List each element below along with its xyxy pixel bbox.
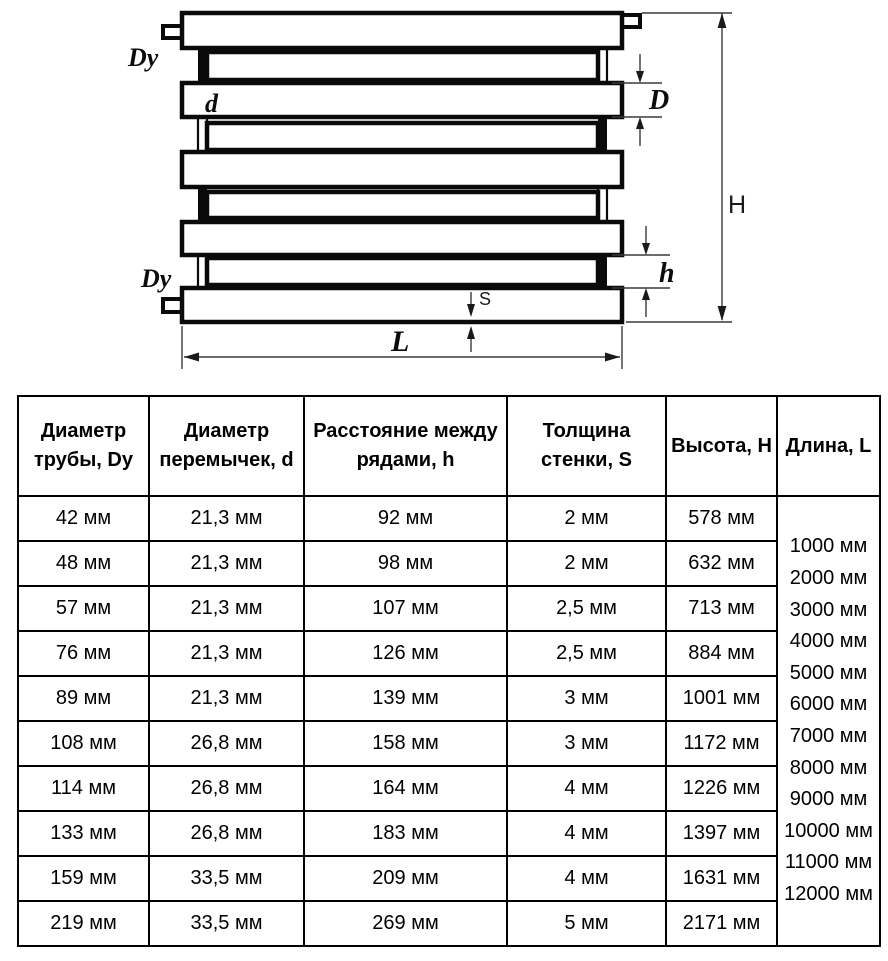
cell-h: 183 мм: [304, 811, 507, 856]
cell-height: 1397 мм: [666, 811, 777, 856]
cell-d: 21,3 мм: [149, 541, 304, 586]
table-row: [18, 676, 880, 721]
label-H: H: [728, 191, 747, 219]
label-S: S: [479, 289, 492, 309]
length-item: 2000 мм: [789, 567, 868, 590]
cell-d: 33,5 мм: [149, 901, 304, 946]
length-item: 9000 мм: [789, 788, 868, 811]
pipe-row: [182, 13, 622, 48]
cell-height: 1226 мм: [666, 766, 777, 811]
table-row: [18, 541, 880, 586]
cell-s: 2 мм: [507, 541, 666, 586]
length-item: 8000 мм: [789, 756, 868, 779]
pipe-row: [182, 83, 622, 117]
cell-dy: 219 мм: [18, 901, 149, 946]
cell-h: 139 мм: [304, 676, 507, 721]
cell-dy: 89 мм: [18, 676, 149, 721]
cell-h: 107 мм: [304, 586, 507, 631]
cell-s: 4 мм: [507, 766, 666, 811]
col-header-h: Расстояние между рядами, h: [304, 396, 507, 496]
cell-height: 713 мм: [666, 586, 777, 631]
cell-d: 21,3 мм: [149, 631, 304, 676]
cell-s: 4 мм: [507, 856, 666, 901]
cell-dy: 159 мм: [18, 856, 149, 901]
length-item: 7000 мм: [789, 725, 868, 747]
length-item: 6000 мм: [789, 693, 868, 716]
cell-h: 209 мм: [304, 856, 507, 901]
cell-h: 92 мм: [304, 496, 507, 541]
length-item: 5000 мм: [789, 661, 868, 684]
cell-dy: 108 мм: [18, 721, 149, 766]
pipe-row: [207, 52, 598, 80]
cell-s: 2,5 мм: [507, 631, 666, 676]
cell-h: 126 мм: [304, 631, 507, 676]
label-dy-bottom: Dy: [141, 264, 172, 293]
dimension-H: [626, 13, 732, 322]
cell-dy: 48 мм: [18, 541, 149, 586]
table-row: [18, 721, 880, 766]
pipe-rows: [182, 13, 622, 322]
table-row: [18, 901, 880, 946]
cell-dy: 114 мм: [18, 766, 149, 811]
length-item: 12000 мм: [784, 882, 873, 905]
cell-lengths: [777, 496, 880, 946]
cell-d: 26,8 мм: [149, 811, 304, 856]
label-D: D: [649, 85, 670, 116]
length-item: 3000 мм: [789, 598, 868, 621]
cell-s: 2,5 мм: [507, 586, 666, 631]
pipe-row: [182, 288, 622, 322]
cell-d: 21,3 мм: [149, 586, 304, 631]
cell-h: 164 мм: [304, 766, 507, 811]
length-item: 11000 мм: [784, 851, 873, 874]
cell-d: 21,3 мм: [149, 676, 304, 721]
cell-height: 578 мм: [666, 496, 777, 541]
cell-d: 26,8 мм: [149, 766, 304, 811]
table-row: [18, 586, 880, 631]
label-d: d: [205, 89, 218, 118]
cell-height: 1631 мм: [666, 856, 777, 901]
pipe-row: [207, 192, 598, 218]
cell-height: 2171 мм: [666, 901, 777, 946]
cell-s: 5 мм: [507, 901, 666, 946]
length-item: 10000 мм: [784, 819, 873, 842]
table-row: [18, 856, 880, 901]
table-row: [18, 631, 880, 676]
length-item: 4000 мм: [789, 630, 868, 653]
label-h: h: [659, 258, 675, 289]
table-row: [18, 811, 880, 856]
cell-d: 26,8 мм: [149, 721, 304, 766]
col-header-s: Толщина стенки, S: [507, 396, 666, 496]
col-header-dy: Диаметр трубы, Dy: [18, 396, 149, 496]
cell-d: 33,5 мм: [149, 856, 304, 901]
cell-dy: 42 мм: [18, 496, 149, 541]
cell-height: 884 мм: [666, 631, 777, 676]
table-row: [18, 496, 880, 541]
register-pipe-diagram: [0, 0, 888, 390]
pipe-row: [182, 152, 622, 187]
cell-h: 98 мм: [304, 541, 507, 586]
pipe-row: [182, 222, 622, 255]
cell-height: 632 мм: [666, 541, 777, 586]
pipe-row: [207, 258, 598, 285]
pipe-spec-table: [17, 395, 881, 947]
cell-height: 1001 мм: [666, 676, 777, 721]
pipe-row: [207, 123, 598, 150]
label-L: L: [391, 325, 410, 358]
cell-dy: 133 мм: [18, 811, 149, 856]
length-list: [780, 531, 877, 910]
cell-s: 4 мм: [507, 811, 666, 856]
cell-dy: 57 мм: [18, 586, 149, 631]
length-item: 1000 мм: [789, 535, 868, 558]
cell-d: 21,3 мм: [149, 496, 304, 541]
col-header-height: Высота, H: [666, 396, 777, 496]
cell-height: 1172 мм: [666, 721, 777, 766]
cell-h: 269 мм: [304, 901, 507, 946]
table-row: [18, 766, 880, 811]
cell-h: 158 мм: [304, 721, 507, 766]
cell-s: 3 мм: [507, 676, 666, 721]
col-header-length: Длина, L: [777, 396, 880, 496]
col-header-d: Диаметр перемычек, d: [149, 396, 304, 496]
cell-s: 3 мм: [507, 721, 666, 766]
cell-s: 2 мм: [507, 496, 666, 541]
label-dy-top: Dy: [128, 43, 159, 72]
cell-dy: 76 мм: [18, 631, 149, 676]
header-row: [18, 396, 880, 496]
